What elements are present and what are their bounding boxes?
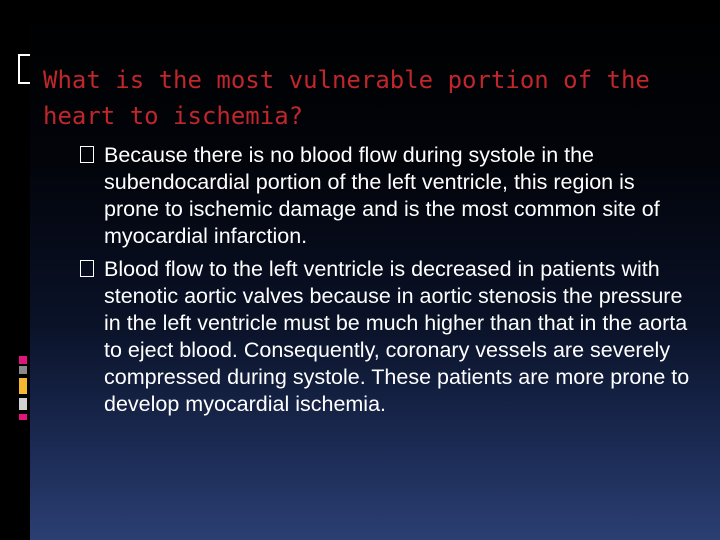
slide-title: What is the most vulnerable portion of the heart to ischemia? <box>43 66 665 130</box>
accent-bar-gray <box>19 366 27 374</box>
bullet-glyph-icon <box>80 260 94 277</box>
bullet-item <box>80 142 695 250</box>
bullet-text: Blood flow to the left ventricle is decreased in patients with stenotic aortic valves because in aortic stenosis the pressure in the left ventricle must be much higher than that in the aorta to eject blood. Consequently, coronary vessels are severely compressed during systole. These patients are more prone to develop myocardial ischemia. <box>104 257 690 416</box>
accent-bar-pink <box>19 356 27 364</box>
bullet-item <box>80 256 695 418</box>
bullet-list <box>80 142 695 424</box>
bullet-glyph-icon <box>80 146 94 163</box>
accent-bar-light <box>19 398 27 410</box>
accent-bar-pink-small <box>19 414 27 420</box>
corner-mark-inner <box>20 56 30 82</box>
bullet-text: Because there is no blood flow during systole in the subendocardial portion of the left ventricle, this region is prone to ischemic damage and is the most common site of myocardial infarction. <box>104 143 660 248</box>
accent-bar-gold <box>19 378 27 394</box>
